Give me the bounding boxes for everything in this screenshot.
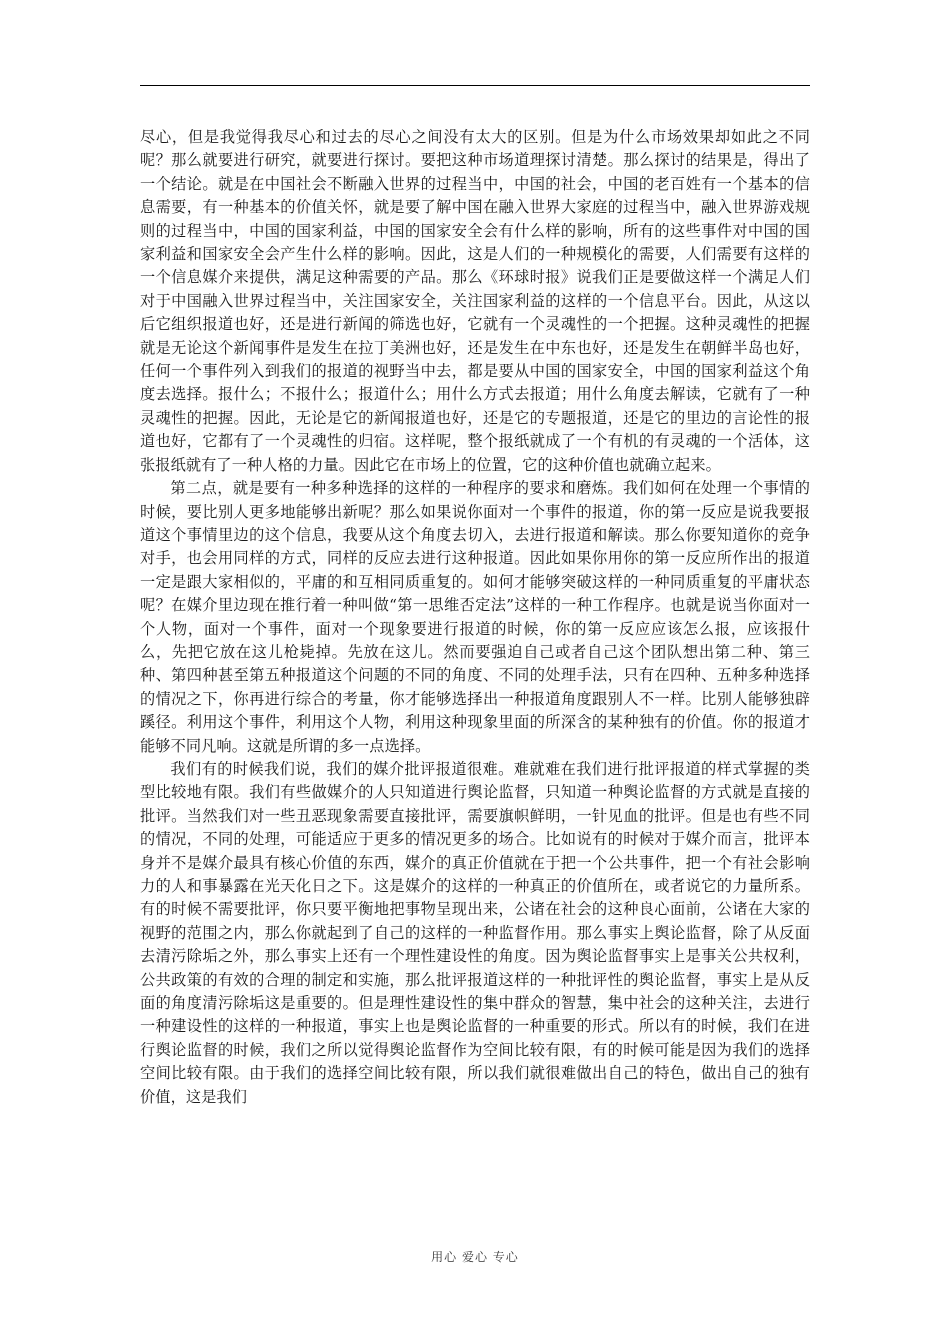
paragraph-1: 尽心，但是我觉得我尽心和过去的尽心之间没有太大的区别。但是为什么市场效果却如此之不同呢？那么就要进行研究，就要进行探讨。要把这种市场道理探讨清楚。那么探讨的结果是，得出了一个结论。就是在中国社会不断融入世界的过程当中，中国的社会，中国的老百姓有一个基本的信息需要，有一种基本的价值关怀，就是要了解中国在融入世界大家庭的过程当中，融入世界游戏规则的过程当中，中国的国家利益，中国的国家安全会有什么样的影响，所有的这些事件对中国的国家利益和国家安全会产生什么样的影响。因此，这是人们的一种规模化的需要，人们需要有这样的一个信息媒介来提供，满足这种需要的产品。那么《环球时报》说我们正是要做这样一个满足人们对于中国融入世界过程当中，关注国家安全，关注国家利益的这样的一个信息平台。因此，从这以后它组织报道也好，还是进行新闻的筛选也好，它就有一个灵魂性的一个把握。这种灵魂性的把握就是无论这个新闻事件是发生在拉丁美洲也好，还是发生在中东也好，还是发生在朝鲜半岛也好，任何一个事件列入到我们的报道的视野当中去，都是要从中国的国家安全，中国的国家利益这个角度去选择。报什么；不报什么；报道什么；用什么方式去报道；用什么角度去解读，它就有了一种灵魂性的把握。因此，无论是它的新闻报道也好，还是它的专题报道，还是它的里边的言论性的报道也好，它都有了一个灵魂性的归宿。这样呢，整个报纸就成了一个有机的有灵魂的一个活体，这张报纸就有了一种人格的力量。因此它在市场上的位置，它的这种价值也就确立起来。 xyxy=(140,128,810,474)
paragraph-3: 我们有的时候我们说，我们的媒介批评报道很难。难就难在我们进行批评报道的样式掌握的类型比较地有限。我们有些做媒介的人只知道进行舆论监督，只知道一种舆论监督的方式就是直接的批评。当然我们对一些丑恶现象需要直接批评，需要旗帜鲜明，一针见血的批评。但是也有些不同的情况，不同的处理，可能适应于更多的情况更多的场合。比如说有的时候对于媒介而言，批评本身并不是媒介最具有核心价值的东西，媒介的真正价值就在于把一个公共事件，把一个有社会影响力的人和事暴露在光天化日之下。这是媒介的这样的一种真正的价值所在，或者说它的力量所系。有的时候不需要批评，你只要平衡地把事物呈现出来，公诸在社会的这种良心面前，公诸在大家的视野的范围之内，那么你就起到了自己的这样的一种监督作用。那么事实上舆论监督，除了从反面去清污除垢之外，那么事实上还有一个理性建设性的角度。因为舆论监督事实上是事关公共权利，公共政策的有效的合理的制定和实施，那么批评报道这样的一种批评性的舆论监督，事实上是从反面的角度清污除垢这是重要的。但是理性建设性的集中群众的智慧，集中社会的这种关注，去进行一种建设性的这样的一种报道，事实上也是舆论监督的一种重要的形式。所以有的时候，我们在进行舆论监督的时候，我们之所以觉得舆论监督作为空间比较有限，有的时候可能是因为我们的选择空间比较有限。由于我们的选择空间比较有限，所以我们就很难做出自己的特色，做出自己的独有价值，这是我们 xyxy=(140,759,810,1106)
header-rule xyxy=(140,85,810,86)
paragraph-2: 第二点，就是要有一种多种选择的这样的一种程序的要求和磨炼。我们如何在处理一个事情的时候，要比别人更多地能够出新呢？那么如果说你面对一个事件的报道，你的第一反应是说我要报道这个事情里边的这个信息，我要从这个角度去切入，去进行报道和解读。那么你要知道你的竞争对手，也会用同样的方式，同样的反应去进行这种报道。因此如果你用你的第一反应所作出的报道一定是跟大家相似的，平庸的和互相同质重复的。如何才能够突破这样的一种同质重复的平庸状态呢？在媒介里边现在推行着一种叫做“第一思维否定法”这样的一种工作程序。也就是说当你面对一个人物，面对一个事件，面对一个现象要进行报道的时候，你的第一反应应该怎么报，应该报什么，先把它放在这儿枪毙掉。先放在这儿。然而要强迫自己或者自己这个团队想出第二种、第三种、第四种甚至第五种报道这个问题的不同的角度、不同的处理手法，只有在四种、五种多种选择的情况之下，你再进行综合的考量，你才能够选择出一种报道角度跟别人不一样。比别人能够独辟蹊径。利用这个事件，利用这个人物，利用这种现象里面的所深含的某种独有的价值。你的报道才能够不同凡响。这就是所谓的多一点选择。 xyxy=(140,479,810,755)
page-footer: 用心 爱心 专心 xyxy=(431,1250,519,1264)
document-body xyxy=(140,126,810,1109)
